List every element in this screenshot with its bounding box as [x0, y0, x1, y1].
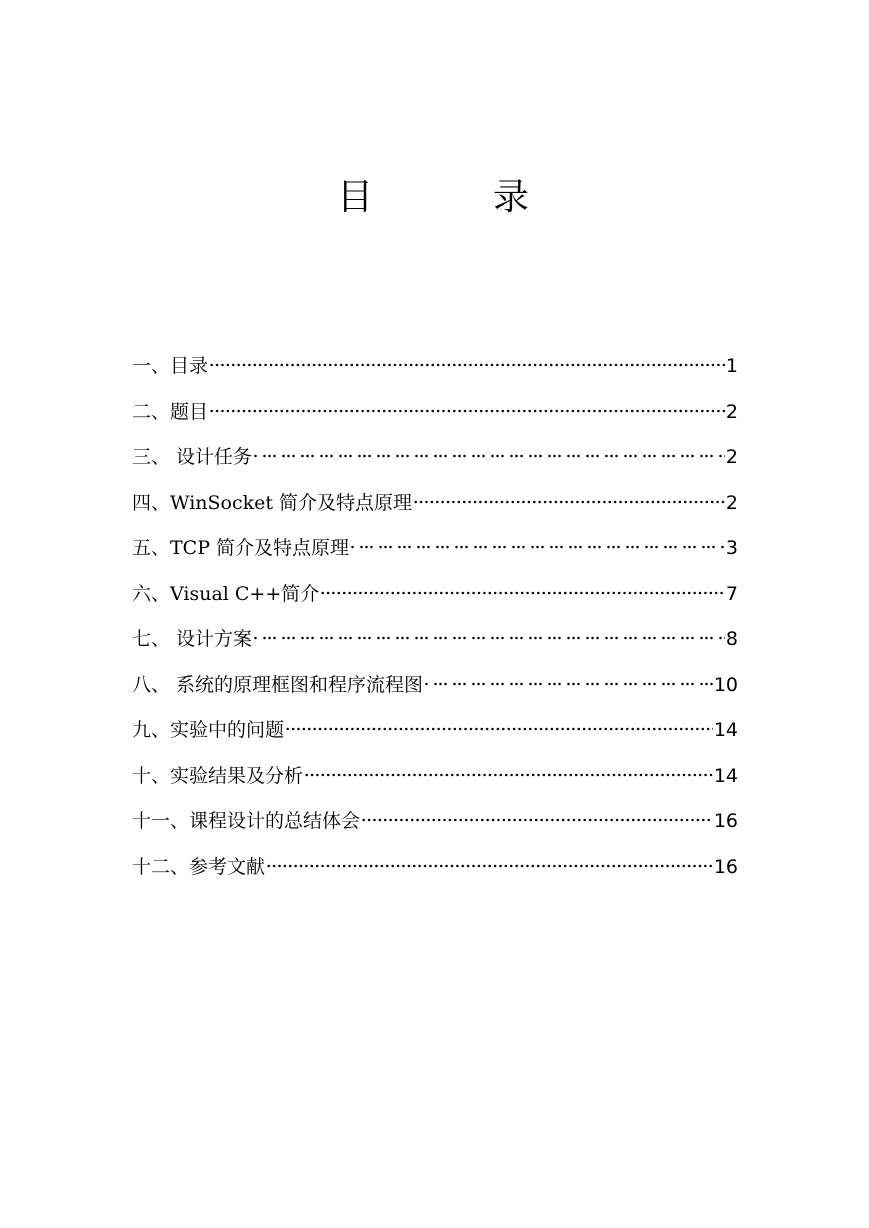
toc-dot-leader: [253, 454, 725, 458]
toc-dot-leader: [361, 818, 713, 822]
toc-entry[interactable]: [132, 534, 738, 580]
title-char-left: 目: [337, 177, 374, 218]
toc-entry-page-number: 16: [713, 810, 738, 832]
toc-entry[interactable]: [132, 580, 738, 626]
toc-entry-page-number: 8: [725, 628, 738, 650]
toc-entry-label: 二、题目: [132, 400, 209, 423]
toc-entry-page-number: 2: [725, 491, 738, 514]
toc-entry-label: 十、实验结果及分析: [132, 764, 304, 787]
toc-entry[interactable]: [132, 443, 738, 489]
toc-entry-page-number: 1: [725, 355, 738, 377]
toc-entry-page-number: 14: [713, 719, 738, 741]
toc-entry[interactable]: [132, 489, 738, 535]
table-of-contents: [132, 352, 738, 898]
toc-entry-label: 三、 设计任务: [132, 446, 253, 468]
toc-entry-label: 一、目录: [132, 355, 209, 377]
toc-entry-label: 八、 系统的原理框图和程序流程图: [132, 673, 424, 696]
toc-dot-leader: [209, 363, 725, 367]
toc-dot-leader: [285, 727, 713, 731]
toc-entry-page-number: 16: [713, 855, 738, 878]
toc-entry-page-number: 14: [713, 764, 738, 787]
toc-dot-leader: [304, 773, 713, 777]
toc-entry-page-number: 3: [725, 537, 738, 559]
toc-entry-label: 五、TCP 简介及特点原理: [132, 537, 350, 559]
toc-entry-label: 十二、参考文献: [132, 855, 266, 878]
toc-entry[interactable]: [132, 671, 738, 717]
title-char-right: 录: [493, 177, 530, 218]
toc-entry[interactable]: [132, 352, 738, 398]
toc-entry-label: 六、Visual C++简介: [132, 582, 320, 605]
toc-dot-leader: [350, 545, 725, 549]
toc-dot-leader: [253, 636, 725, 640]
toc-entry[interactable]: [132, 762, 738, 808]
toc-dot-leader: [413, 500, 725, 504]
toc-entry-page-number: 10: [713, 673, 738, 696]
toc-dot-leader: [424, 682, 713, 686]
toc-entry[interactable]: [132, 807, 738, 853]
toc-entry-label: 七、 设计方案: [132, 628, 253, 650]
toc-entry-page-number: 7: [725, 582, 738, 605]
toc-entry[interactable]: [132, 716, 738, 762]
toc-entry[interactable]: [132, 853, 738, 899]
toc-dot-leader: [209, 409, 725, 413]
toc-entry[interactable]: [132, 398, 738, 444]
toc-entry-page-number: 2: [725, 400, 738, 423]
toc-dot-leader: [320, 591, 725, 595]
toc-entry-label: 十一、课程设计的总结体会: [132, 810, 361, 832]
toc-entry[interactable]: [132, 625, 738, 671]
toc-entry-label: 四、WinSocket 简介及特点原理: [132, 491, 413, 514]
toc-entry-page-number: 2: [725, 446, 738, 468]
page-title: [0, 176, 869, 220]
toc-entry-label: 九、实验中的问题: [132, 719, 285, 741]
toc-dot-leader: [266, 864, 713, 868]
